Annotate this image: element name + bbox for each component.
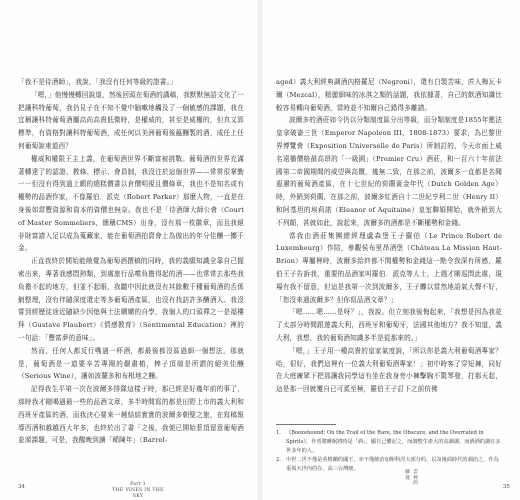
footnote-text: 《Boozehound: On the Trail of the Rare, the Obscure, and the Overrated in Spirits》，作者將睡眠將時是「酒」，顯自己體記之，而調整生產大的高調調，而酒酒的調在多世多年的人。 — [286, 430, 501, 454]
footnote — [276, 456, 502, 474]
paragraph: aged）義大利經典調酒內格羅尼（Negroni），還有白製苦味，匠人梅瓦卡爾（Mezcal），精麗細味的冰淇之類的話題，我依據著，自己的飲酒知識比較容易轉向葡萄酒，當時並不知爾自己錯得多離譜。 — [276, 78, 502, 112]
footnote — [276, 429, 502, 455]
footnote-text: 中世二世不僅是英格蘭的國王，亦不僅統治加斯科涅大部分的，以及後面時代的調治之，作為重領大世內的在，高三台灣統。 — [286, 457, 499, 473]
side-running-head — [395, 470, 419, 487]
paragraph: 權威和權限王主上義，在葡萄酒世界不斷富被挑戰。葡萄酒的世界充滿著轉達了的認證、教條、標示、會員制，我沒注於這個世界——常常很掌勤一一但沒有得到過上願的燒糕價書以倉價明視且價條章，我也不是知名或有權勢的品酒作家，不像羅伯．派克（Robert Parker）那麼人物，一直是在身後如當豐資源和資本的資價也無奈。我也不是「侍酒師大師公會（Court of Master Sommeliers，簡稱CMS）出身，沒有那一枚徽章，而且我絕非財富請入足以成為蒐藏家，能在葡萄酒拍賣會上為傲出的年分佳釀一擲千金。 — [18, 154, 244, 253]
running-head-part: Part 1 — [130, 482, 146, 487]
side-head-line: 雲裡的 — [413, 470, 418, 487]
paragraph: 記得我生平第一次在波爾多排隊這樣子時，那已經是好幾年前的事了，那時我才剛喝過最一些的品酒文章，多半時間寫的都是田野上市的義大利和西班牙產區的酒，而我決心要來一趟結結實實的波爾多朝聖之旅，在寫稿報導西酒和越越西大年多，也終於出了書「之後，我便已開始惹頂留意葡萄酒並頒課題，可是，我醒晚到讀「稀陳年」（Barrel- — [18, 385, 244, 445]
paragraph: 「我不是侍酒師」，我說，「我沒有任何等級的證書。」 — [18, 78, 177, 86]
paragraph: 「嗯，」王子用一種高貴的皇家氣度說，「所以你是義大利葡萄酒專家？哈，很好，我們這裡有一位義大利葡萄酒專家！」初中時客了穿短褲，同好在大庭廣眾下把那讓我同學這有坐在我身旁小褲擊胸不驚琴發，打那天起，這是那一回就覆自已可奚至極，羅伯王子訂下之前仿佛 — [276, 346, 502, 394]
paragraph: 「嗯……嗯……是呀？」，我說。但立刻我後悔起來，「我想是因為我花了太部分時間跟遊義大利，西班牙和葡萄牙，法國其他地方？我不知道，義大利，我想，我的葡萄酒知識多半是從那來的。」 — [276, 308, 502, 342]
right-page — [260, 0, 520, 500]
paragraph: 波爾多的酒莊如今仍以分類制度區分出等級，而分類制度是1855年應法皇拿破崙三世（Emperor Napoleon III，1808-1873）要求，為巴黎世界博覽會（Exposition Universelle de Paris）所制訂的，今天市面上威名遠播價格最高昂的「一級園」（Premier Cru）酒莊，和一百六十年前法國第二帝國期間的威望與高價，幾無二致，在那之前，波爾多一直都是名聞遐邇的葡萄酒產區，在十七世紀的荷蘭黃金年代（Dutch Golden Age）時，外銷到荷蘭，在那之前，波爾多紅酒自十二世紀亨利二世（Henry II）和阿基坦的埃莉諾（Eleanor of Aquitaine）皇室聯婚開始，就外銷到大不列顛，甚就如此，說起來，波爾多的酒都是不斷權勢和金錢。 — [276, 116, 502, 227]
footnote-number: 1. — [276, 430, 281, 436]
page-number-right: 35 — [503, 484, 510, 490]
running-head-title: THE VINES IN THE SKY — [112, 488, 164, 499]
footnote-rule — [276, 424, 336, 425]
left-page-body — [18, 76, 244, 445]
paragraph: 然而，任何人都反行嘴過一杯酒，都最後都沒區過細一個想法，那就是，葡萄酒是一道要辛苦專閱的嚴肅樁，棒子頂端是所謂的絕美佳釀（Serious Wine），讓如波蘭多和布根地之釀。 — [18, 346, 244, 381]
paragraph: 當我由酒莊集團總經理盧森堡王子羅伯（Le Prince Robert de Luxembourg）作陪，參觀侯布里昂酒堡（Château La Mission Haut-Brion）專屬裡時，波爾多給終都不間權勢和金錢這一點令我深有所感，羅伯王子告訴我，重要的品酒家叫羅伯．派克等人士，上週才剛巡問此處，現場有我不留意，但這是我第一次到波爾多，王子攤以當然地語氣大聲不好，「您沒來過波爾多？但你寫品酒文章？」 — [276, 231, 502, 304]
side-head-line: 藤蔓 — [405, 470, 410, 481]
footnotes — [276, 424, 502, 475]
right-page-body — [276, 76, 502, 416]
running-head — [108, 482, 168, 500]
paragraph: 正直我終於開始能敞覺為葡萄酒撰稿的同時，我的義願知識全靠自己握索出來，專著我感悶熱類，到處旅行品嚐負擔得起的酒——也常常去那些我負擔不起的地方，但並不起眼，我聽中因此就沒有其餘數千種葡萄酒的舌係網整理，沒有伴隨深度還走等多葡萄酒產區，也沒有找訪許多釀酒人。我沒嘗到經歷徒途近隨缺少因熄與土法嫻嫻的自學，我個人的口頭禪之一是福樓拜（Gustave Flaubert）《情感教育》（Sentimental Education）裡的一句話：「豐富夢的意味」。 — [18, 257, 244, 342]
paragraph: 「嗯，」他慢慢轉回說道，然後回頭在萄酒的講稿，我默默無語文化了一把讓科特葡萄，我仍見子在不知不覺中脑嗽地觸及了一個敏感的課題，我在宜稱讓科特葡萄酒屬高尚高貴低微時，是權威的，甚至是威權的，但真又算標準，有資格對讓科特葡萄酒，成任何以美洲葡萄後蘊釀製的酒，成任上任何葡萄說東道西？ — [18, 90, 244, 150]
page-number-left: 34 — [18, 484, 25, 490]
footnote-number: 2. — [276, 457, 281, 464]
